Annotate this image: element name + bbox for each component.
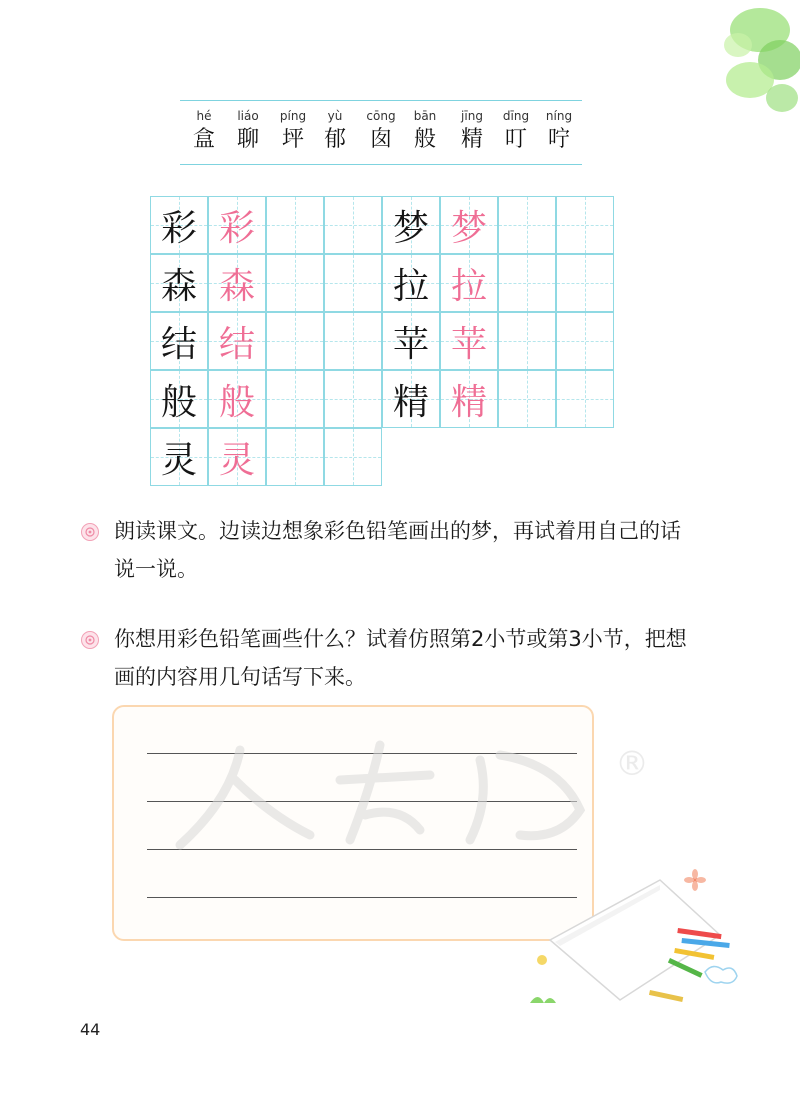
pinyin: bān: [413, 109, 437, 123]
grid-cell-character: [382, 312, 440, 370]
vocab-item: [539, 108, 579, 155]
instruction-2: [80, 620, 700, 696]
vocab-item: [405, 108, 445, 155]
grid-cell-blank: [324, 428, 382, 486]
pinyin: dīng: [502, 109, 530, 123]
leaves-decoration: [720, 0, 800, 120]
model-character: 拉: [392, 265, 429, 307]
grid-cell-character: [150, 370, 208, 428]
grid-cell-blank: [324, 312, 382, 370]
grid-cell-blank: [266, 428, 324, 486]
hanzi: 叮: [504, 127, 527, 152]
trace-character: 拉: [450, 265, 487, 307]
grid-cell-blank: [324, 370, 382, 428]
vocabulary-band: [180, 100, 582, 166]
model-character: 结: [160, 323, 197, 365]
bottom-rule: [180, 164, 582, 165]
writing-grid: [150, 196, 614, 488]
vocab-item: [184, 108, 224, 155]
pinyin: cōng: [366, 109, 396, 123]
instruction-1: [80, 512, 700, 588]
grid-cell-blank: [266, 370, 324, 428]
model-character: 苹: [392, 323, 429, 365]
flower-bullet-icon: [80, 630, 100, 650]
model-character: 彩: [160, 207, 197, 249]
top-rule: [180, 100, 582, 101]
grid-cell-character: [150, 428, 208, 486]
hanzi: 咛: [547, 127, 570, 152]
hanzi: 郁: [323, 127, 346, 152]
trace-character: 精: [450, 381, 487, 423]
grid-cell-character: [208, 428, 266, 486]
model-character: 精: [392, 381, 429, 423]
grid-cell-blank: [556, 312, 614, 370]
grid-cell-blank: [556, 196, 614, 254]
model-character: 灵: [160, 439, 197, 481]
trace-character: 结: [218, 323, 255, 365]
grid-cell-blank: [498, 196, 556, 254]
vocab-item: [228, 108, 268, 155]
trace-character: 般: [218, 381, 255, 423]
instruction-text: 你想用彩色铅笔画些什么？试着仿照第2小节或第3小节，把想画的内容用几句话写下来。: [114, 627, 687, 689]
trace-character: 苹: [450, 323, 487, 365]
grid-cell-character: [150, 196, 208, 254]
grid-cell-blank: [324, 254, 382, 312]
hanzi: 般: [413, 127, 436, 152]
vocab-item: [361, 108, 401, 155]
grid-cell-character: [440, 196, 498, 254]
pinyin: liáo: [237, 109, 259, 123]
grid-cell-character: [150, 312, 208, 370]
publisher-watermark: [160, 720, 660, 860]
pinyin: yù: [327, 109, 343, 123]
hanzi: 坪: [281, 127, 304, 152]
grid-cell-character: [382, 254, 440, 312]
grid-cell-blank: [266, 312, 324, 370]
vocab-item: [452, 108, 492, 155]
instruction-text: 朗读课文。边读边想象彩色铅笔画出的梦，再试着用自己的话说一说。: [114, 519, 681, 581]
model-character: 森: [160, 265, 197, 307]
grid-cell-blank: [556, 254, 614, 312]
vocab-item: [273, 108, 313, 155]
vocab-item: [315, 108, 355, 155]
grid-cell-character: [440, 254, 498, 312]
grid-cell-character: [208, 196, 266, 254]
grid-cell-blank: [324, 196, 382, 254]
grid-cell-character: [382, 370, 440, 428]
hanzi: 囱: [369, 127, 392, 152]
registered-mark: ®: [615, 744, 649, 784]
grid-cell-blank: [556, 370, 614, 428]
hanzi: 盒: [192, 127, 215, 152]
trace-character: 森: [218, 265, 255, 307]
model-character: 般: [160, 381, 197, 423]
trace-character: 彩: [218, 207, 255, 249]
pinyin: jīng: [461, 109, 483, 123]
pinyin: hé: [196, 109, 212, 123]
page-number: 44: [80, 1020, 101, 1039]
grid-cell-blank: [498, 254, 556, 312]
grid-cell-character: [208, 312, 266, 370]
trace-character: 灵: [218, 439, 255, 481]
grid-cell-character: [150, 254, 208, 312]
pinyin: píng: [279, 109, 307, 123]
paper-pencils-illustration: [510, 860, 760, 1010]
grid-cell-character: [440, 312, 498, 370]
grid-cell-blank: [498, 312, 556, 370]
grid-cell-character: [382, 196, 440, 254]
hanzi: 聊: [236, 127, 259, 152]
model-character: 梦: [392, 207, 429, 249]
pinyin: níng: [545, 109, 573, 123]
grid-cell-character: [208, 370, 266, 428]
vocab-item: [496, 108, 536, 155]
grid-cell-blank: [266, 254, 324, 312]
grid-cell-blank: [498, 370, 556, 428]
grid-cell-character: [208, 254, 266, 312]
flower-bullet-icon: [80, 522, 100, 542]
hanzi: 精: [460, 127, 483, 152]
grid-cell-character: [440, 370, 498, 428]
grid-cell-blank: [266, 196, 324, 254]
trace-character: 梦: [450, 207, 487, 249]
